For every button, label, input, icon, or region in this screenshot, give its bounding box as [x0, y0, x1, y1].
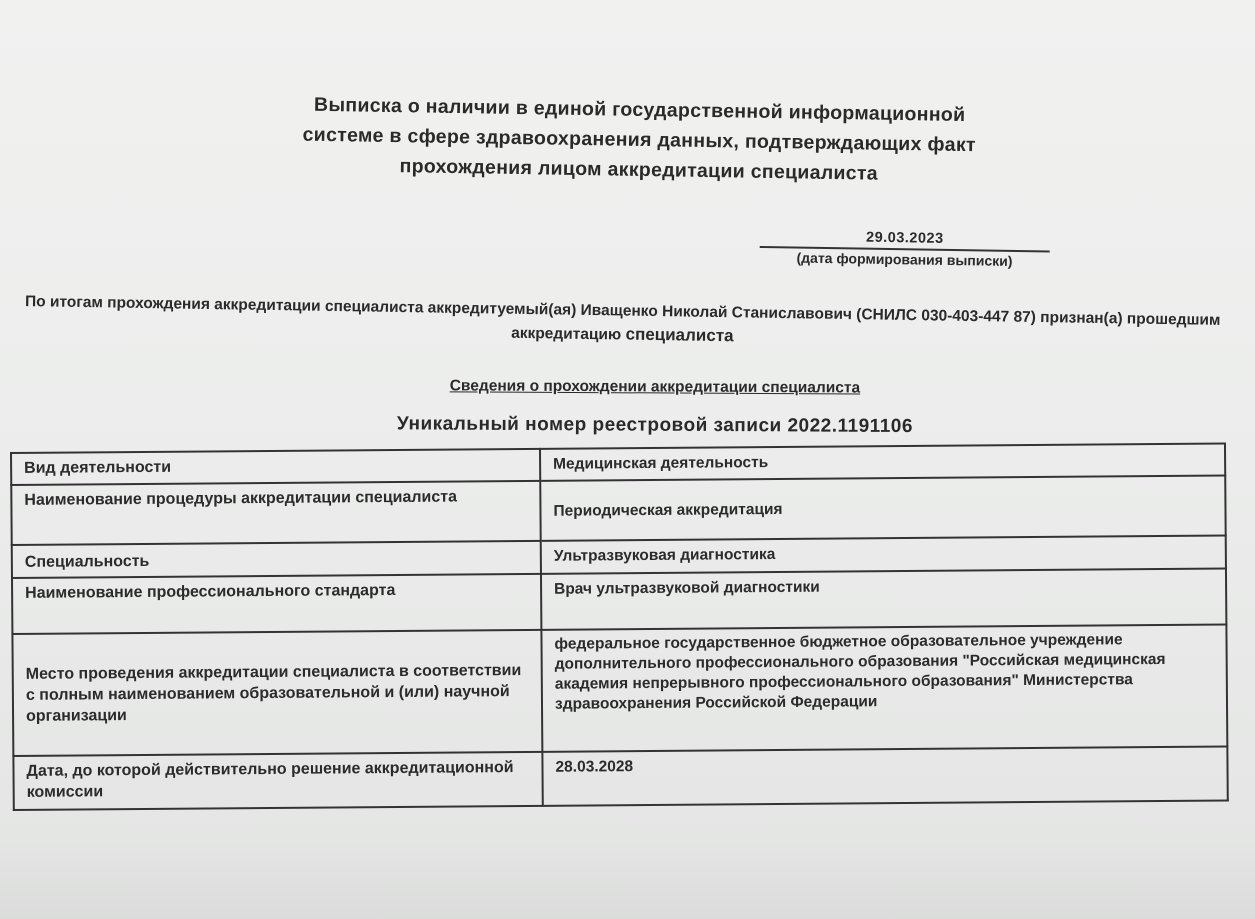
page-shadow [0, 840, 1255, 919]
row-value: Врач ультразвуковой диагностики [541, 568, 1226, 629]
row-value: федеральное государственное бюджетное образовательное учреждение дополнительного профессионального образования "Российская медицинская академия непрерывного профессионального образования" Министерства здравоохранения Российской Федерации [541, 624, 1227, 751]
accreditation-statement-tail: специалиста [625, 324, 734, 346]
row-label: Дата, до которой действительно решение аккредитационной комиссии [13, 752, 542, 810]
row-label: Вид деятельности [11, 449, 540, 485]
row-label: Специальность [12, 541, 541, 578]
row-value: 28.03.2028 [542, 746, 1227, 805]
title-line-3: прохождения лицом аккредитации специалиста [399, 155, 879, 185]
accreditation-details-table [10, 442, 1229, 811]
accreditation-statement-text: По итогам прохождения аккредитации специалиста аккредитуемый(ая) Иващенко Николай Станиславович (СНИЛС 030-403-447 87) признан(а) прошедшим аккредитацию [24, 293, 1221, 344]
accreditation-statement [17, 290, 1228, 356]
formation-date-caption: (дата формирования выписки) [796, 249, 1013, 269]
title-line-2: системе в сфере здравоохранения данных, подтверждающих факт [302, 123, 977, 157]
section-heading: Сведения о прохождении аккредитации специалиста [449, 377, 861, 397]
table-row [11, 475, 1225, 545]
accreditation-details-table-wrap [10, 442, 1229, 811]
formation-date: 29.03.2023 [760, 228, 1050, 253]
row-label: Место проведения аккредитации специалиста в соответствии с полным наименованием образовательной и (или) научной организации [12, 630, 542, 756]
row-value: Периодическая аккредитация [540, 475, 1225, 540]
table-row [12, 624, 1227, 756]
title-line-1: Выписка о наличии в единой государственной информационной [313, 93, 966, 127]
row-label: Наименование профессионального стандарта [12, 574, 541, 634]
row-value: Медицинская деятельность [540, 443, 1225, 480]
registry-number: Уникальный номер реестровой записи 2022.1191106 [396, 413, 913, 438]
row-label: Наименование процедуры аккредитации специалиста [11, 481, 540, 545]
row-value: Ультразвуковая диагностика [541, 535, 1226, 573]
table-row [13, 746, 1227, 810]
document-title [199, 88, 1080, 192]
table-row [12, 568, 1226, 634]
formation-date-block [759, 228, 1050, 270]
